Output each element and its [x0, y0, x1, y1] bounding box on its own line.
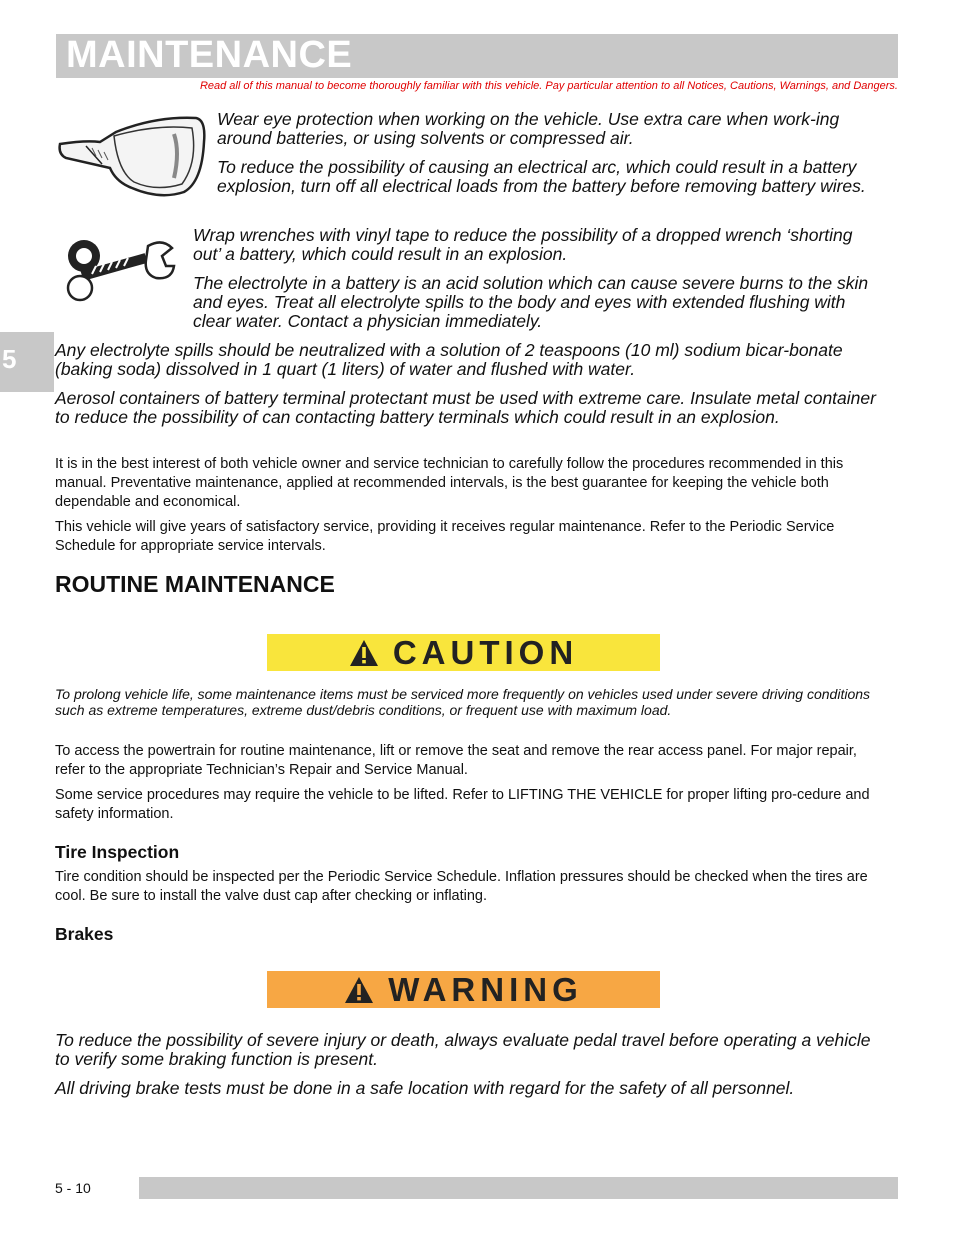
- subsection-heading: Tire Inspection: [55, 842, 180, 862]
- page-number: 5 - 10: [55, 1180, 91, 1196]
- intro-paragraph: It is in the best interest of both vehicle owner and service technician to carefully follow the procedures recommended in this manual. Preventative maintenance, applied at recommended intervals, is the best guarantee for keeping the vehicle both dependable and economical.: [55, 456, 844, 510]
- warning-label: WARNING: [388, 970, 583, 1008]
- spill-notes: [55, 341, 877, 437]
- subsection-heading: Brakes: [55, 924, 114, 944]
- routine-paragraph: Some service procedures may require the vehicle to be lifted. Refer to LIFTING THE VEHICLE for proper lifting pro-cedure and safety information.: [55, 787, 870, 822]
- exclamation-triangle-icon: [349, 639, 379, 667]
- electrolyte-note: The electrolyte in a battery is an acid solution which can cause severe burns to the skin and eyes. Treat all electrolyte spills to the body and eyes with extended flushing with clear water. Contact a physician immediately.: [193, 273, 869, 331]
- routine-paragraphs: [55, 742, 875, 830]
- warning-banner: [267, 971, 660, 1008]
- caution-label: CAUTION: [392, 633, 579, 671]
- neutralize-note: Any electrolyte spills should be neutralized with a solution of 2 teaspoons (10 ml) sodium bicar-bonate (baking soda) dissolved in 1 quart (1 liters) of water and flushed with water.: [55, 340, 843, 379]
- tire-paragraph: [55, 868, 875, 912]
- caution-text: To prolong vehicle life, some maintenance items must be serviced more frequently on vehicles used under severe driving conditions such as extreme temperatures, extreme dust/debris conditions, or frequent use with maximum load.: [55, 686, 871, 718]
- warning-text: To reduce the possibility of severe injury or death, always evaluate pedal travel before operating a vehicle to verify some braking function is present.: [55, 1030, 871, 1069]
- eye-protection-notes: [217, 110, 877, 206]
- taped-wrench-icon: [62, 236, 176, 302]
- chapter-number: 5: [2, 344, 17, 374]
- wrench-notes: [193, 226, 877, 341]
- aerosol-note: Aerosol containers of battery terminal protectant must be used with extreme care. Insulate metal container to reduce the possibility of can contacting battery terminals which could result in an explosion.: [55, 388, 876, 427]
- intro-paragraphs: [55, 455, 875, 562]
- intro-note: Read all of this manual to become thoroughly familiar with this vehicle. Pay particular attention to all Notices, Cautions, Warnings, and Dangers.: [199, 80, 898, 92]
- warning-notes: [55, 1031, 877, 1108]
- safety-goggles-icon: [56, 112, 208, 200]
- wrench-tape-note: Wrap wrenches with vinyl tape to reduce the possibility of a dropped wrench ‘shorting out’ a battery, which could result in an explosion.: [193, 225, 853, 264]
- page-title: MAINTENANCE: [66, 34, 353, 76]
- footer-bar: [139, 1177, 898, 1199]
- routine-paragraph: To access the powertrain for routine maintenance, lift or remove the seat and remove the rear access panel. For major repair, refer to the appropriate Technician’s Repair and Service Manual.: [55, 743, 857, 778]
- caution-banner: [267, 634, 660, 671]
- tire-text: Tire condition should be inspected per the Periodic Service Schedule. Inflation pressures should be checked when the tires are cool. Be sure to install the valve dust cap after checking or inflating.: [55, 869, 868, 904]
- warning-text: All driving brake tests must be done in a safe location with regard for the safety of all personnel.: [55, 1078, 795, 1098]
- exclamation-triangle-icon: [344, 976, 374, 1004]
- intro-paragraph: This vehicle will give years of satisfactory service, providing it receives regular maintenance. Refer to the Periodic Service Schedule for appropriate service intervals.: [55, 519, 835, 554]
- electrical-arc-note: To reduce the possibility of causing an electrical arc, which could result in a battery explosion, turn off all electrical loads from the battery before removing battery wires.: [217, 157, 866, 196]
- eye-protection-note: Wear eye protection when working on the vehicle. Use extra care when work-ing around batteries, or using solvents or compressed air.: [217, 109, 840, 148]
- section-heading: ROUTINE MAINTENANCE: [55, 571, 335, 597]
